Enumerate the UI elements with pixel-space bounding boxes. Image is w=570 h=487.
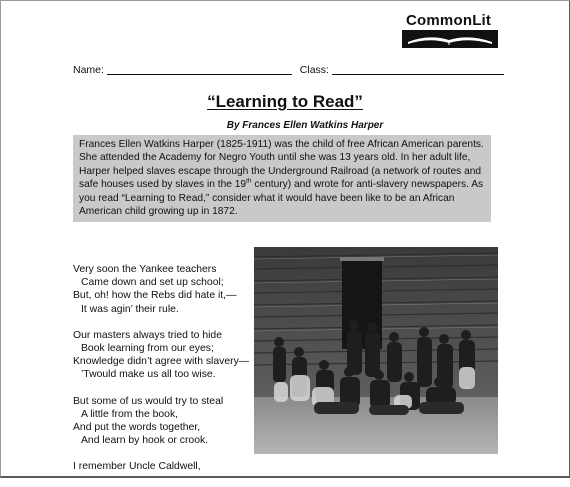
- intro-superscript: th: [246, 177, 252, 185]
- intro-box: [73, 135, 491, 222]
- intro-text-part2: century) and wrote for anti-slavery newspapers. As you read “Learning to Read,” consider what it would have been like to be an African American child growing up in 1872.: [79, 179, 484, 218]
- poem-stanza: [73, 329, 249, 382]
- poem-line: I remember Uncle Caldwell,: [73, 461, 201, 473]
- poem-line: But, oh! how the Rebs did hate it,—: [73, 290, 237, 302]
- name-label: Name:: [73, 64, 104, 76]
- poem-line: And put the words together,: [73, 422, 201, 434]
- poem-text: [73, 263, 249, 487]
- document-title: “Learning to Read”: [207, 92, 363, 111]
- poem-line: And learn by hook or crook.: [81, 435, 209, 447]
- poem-line: ’Twould make us all too wise.: [81, 369, 216, 381]
- poem-line: Very soon the Yankee teachers: [73, 264, 217, 275]
- class-field[interactable]: [332, 64, 504, 75]
- poem-line: A little from the book,: [81, 408, 179, 420]
- class-label: Class:: [299, 64, 329, 76]
- poem-stanza: [73, 263, 249, 316]
- intro-text-part1: Frances Ellen Watkins Harper (1825-1911) was the child of free African American parents. She attended the Academy for Negro Youth until she was 13 years old. In her adult life, Harper helped slaves escape through the Underground Railroad (a network of routes and safe houses used by slaves in the 19: [79, 139, 484, 191]
- poem-line: Book learning from our eyes;: [81, 343, 214, 355]
- poem-line: Knowledge didn’t agree with slavery—: [73, 356, 250, 368]
- poem-stanza: [73, 460, 249, 473]
- poem-line: But some of us would try to steal: [73, 395, 224, 407]
- poem-stanza: [73, 395, 249, 448]
- poem-line: Came down and set up school;: [81, 277, 224, 289]
- poem-line: Our masters always tried to hide: [73, 329, 222, 341]
- student-info-fields: [73, 64, 504, 76]
- logo-text: CommonLit: [406, 12, 492, 29]
- historical-photograph: [254, 247, 498, 454]
- name-field[interactable]: [107, 64, 292, 75]
- open-book-icon: [402, 30, 498, 48]
- author-byline: By Frances Ellen Watkins Harper: [226, 120, 384, 131]
- poem-line: It was agin’ their rule.: [81, 303, 179, 315]
- commonlit-logo: [402, 12, 498, 52]
